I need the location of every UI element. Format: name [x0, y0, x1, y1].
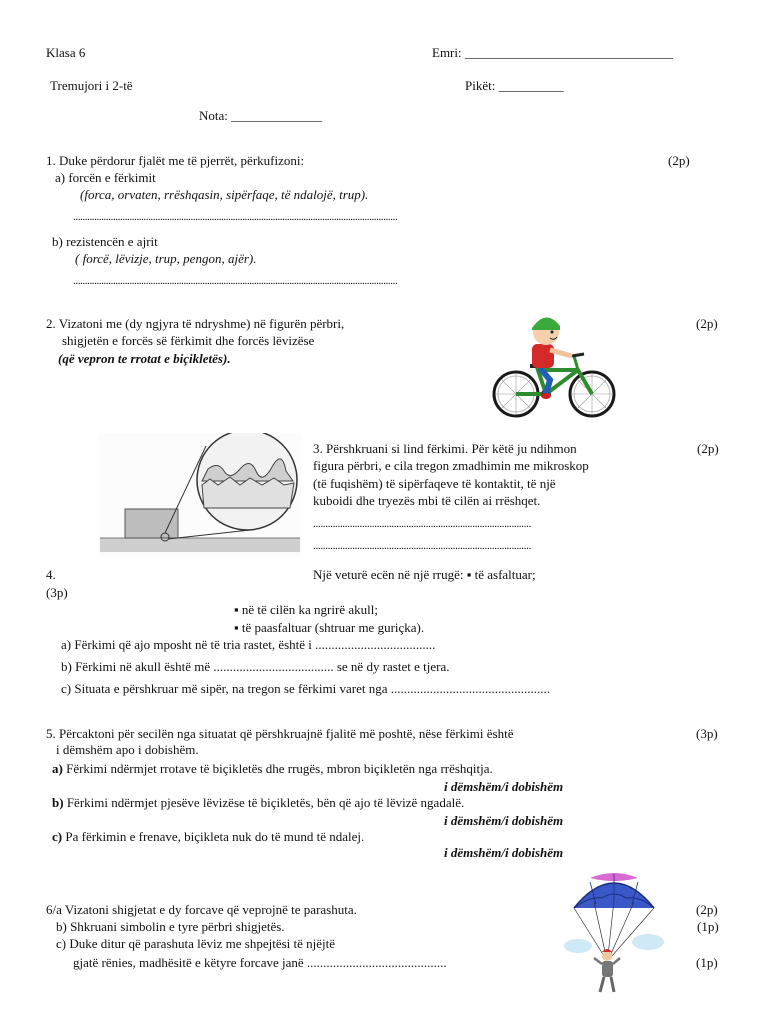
q5-b-label: b): [52, 795, 64, 810]
q4-number: 4.: [46, 567, 56, 582]
q5-b-text: Fërkimi ndërmjet pjesëve lëvizëse të biçikletës, bën që ajo të lëvizë ngadalë.: [63, 795, 465, 810]
class-label: Klasa 6: [46, 45, 86, 60]
q1-a-label: a) forcën e fërkimit: [55, 170, 156, 185]
q5-c-choice[interactable]: i dëmshëm/i dobishëm: [444, 845, 564, 860]
q1-b-label: b) rezistencën e ajrit: [52, 234, 158, 249]
q6-c-line2[interactable]: gjatë rënies, madhësitë e këtyre forcave janë ...........................................: [73, 955, 447, 970]
q5-line1: 5. Përcaktoni për secilën nga situatat që përshkruajnë fjalitë më poshtë, nëse fërkimi është: [46, 726, 514, 741]
term-label: Tremujori i 2-të: [50, 78, 133, 93]
q2-line2: shigjetën e forcës së fërkimit dhe forcës lëvizëse: [62, 333, 315, 348]
q1-b-answer-line[interactable]: ..........................................................................................................................................: [73, 275, 398, 287]
q5-a-choice[interactable]: i dëmshëm/i dobishëm: [444, 779, 564, 794]
q5-points: (3p): [696, 726, 718, 741]
q6-b: b) Shkruani simbolin e tyre përbri shigjetës.: [56, 919, 285, 934]
q1-text: 1. Duke përdorur fjalët me të pjerrët, përkufizoni:: [46, 153, 305, 168]
q4-b[interactable]: b) Fërkimi në akull është më ..................................... se në dy rastet e tjera.: [61, 659, 450, 674]
q5-c-label: c): [52, 829, 63, 844]
q6-a: 6/a Vizatoni shigjetat e dy forcave që veprojnë te parashuta.: [46, 902, 357, 917]
q6-a-points: (2p): [696, 902, 718, 917]
q1-a-answer-line[interactable]: ..........................................................................................................................................: [73, 211, 398, 223]
q6-c-line1: c) Duke ditur që parashuta lëviz me shpejtësi të njëjtë: [56, 936, 336, 951]
q3-answer-line-1[interactable]: .........................................................................................: [313, 518, 532, 530]
q3-line4: kuboidi dhe tryezës mbi të cilën ai rrëshqet.: [313, 493, 541, 508]
q2-line1: 2. Vizatoni me (dy ngjyra të ndryshme) në figurën përbri,: [46, 316, 345, 331]
q5-c-statement: [52, 829, 364, 845]
q3-line2: figura përbri, e cila tregon zmadhimin me mikroskop: [313, 458, 589, 473]
q5-line2: i dëmshëm apo i dobishëm.: [56, 742, 199, 757]
q3-line3: (të fuqishëm) të sipërfaqeve të kontaktit, të një: [313, 476, 556, 491]
name-field[interactable]: Emri: ________________________________: [432, 45, 673, 60]
q6-b-points: (1p): [697, 919, 719, 934]
q4-points: (3p): [46, 585, 68, 600]
q1-b-words: ( forcë, lëvizje, trup, pengon, ajër).: [75, 251, 257, 266]
q6-c-points: (1p): [696, 955, 718, 970]
q5-a-text: Fërkimi ndërmjet rrotave të biçikletës dhe rrugës, mbron biçikletën nga rrëshqitja.: [62, 761, 493, 776]
q1-points: (2p): [668, 153, 690, 168]
q4-bullet-ice: ▪ në të cilën ka ngrirë akull;: [234, 602, 378, 617]
q2-line3: (që vepron te rrotat e biçikletës).: [58, 351, 231, 366]
q5-a-statement: [52, 761, 493, 777]
q3-points: (2p): [697, 441, 719, 456]
q4-a[interactable]: a) Fërkimi që ajo mposht në të tria rastet, është i .....................................: [61, 637, 436, 652]
q5-c-text: Pa fërkimin e frenave, biçikleta nuk do të mund të ndalej.: [62, 829, 365, 844]
q4-intro: Një veturë ecën në një rrugë: ▪ të asfaltuar;: [313, 567, 536, 582]
cyclist-illustration: [488, 308, 620, 420]
q1-a-words: (forca, orvaten, rrëshqasin, sipërfaqe, të ndalojë, trup).: [80, 187, 369, 202]
friction-microscope-illustration: [98, 433, 302, 557]
q3-answer-line-2[interactable]: .........................................................................................: [313, 540, 532, 552]
q5-b-statement: [52, 795, 464, 811]
q5-a-label: a): [52, 761, 63, 776]
q3-line1: 3. Përshkruani si lind fërkimi. Për këtë ju ndihmon: [313, 441, 577, 456]
parachute-illustration: [560, 868, 668, 998]
points-field[interactable]: Pikët: __________: [465, 78, 564, 93]
q2-points: (2p): [696, 316, 718, 331]
q4-c[interactable]: c) Situata e përshkruar më sipër, na tregon se fërkimi varet nga .................................................: [61, 681, 551, 696]
q4-bullet-gravel: ▪ të paasfaltuar (shtruar me guriçka).: [234, 620, 425, 635]
q5-b-choice[interactable]: i dëmshëm/i dobishëm: [444, 813, 564, 828]
grade-field[interactable]: Nota: ______________: [199, 108, 323, 123]
